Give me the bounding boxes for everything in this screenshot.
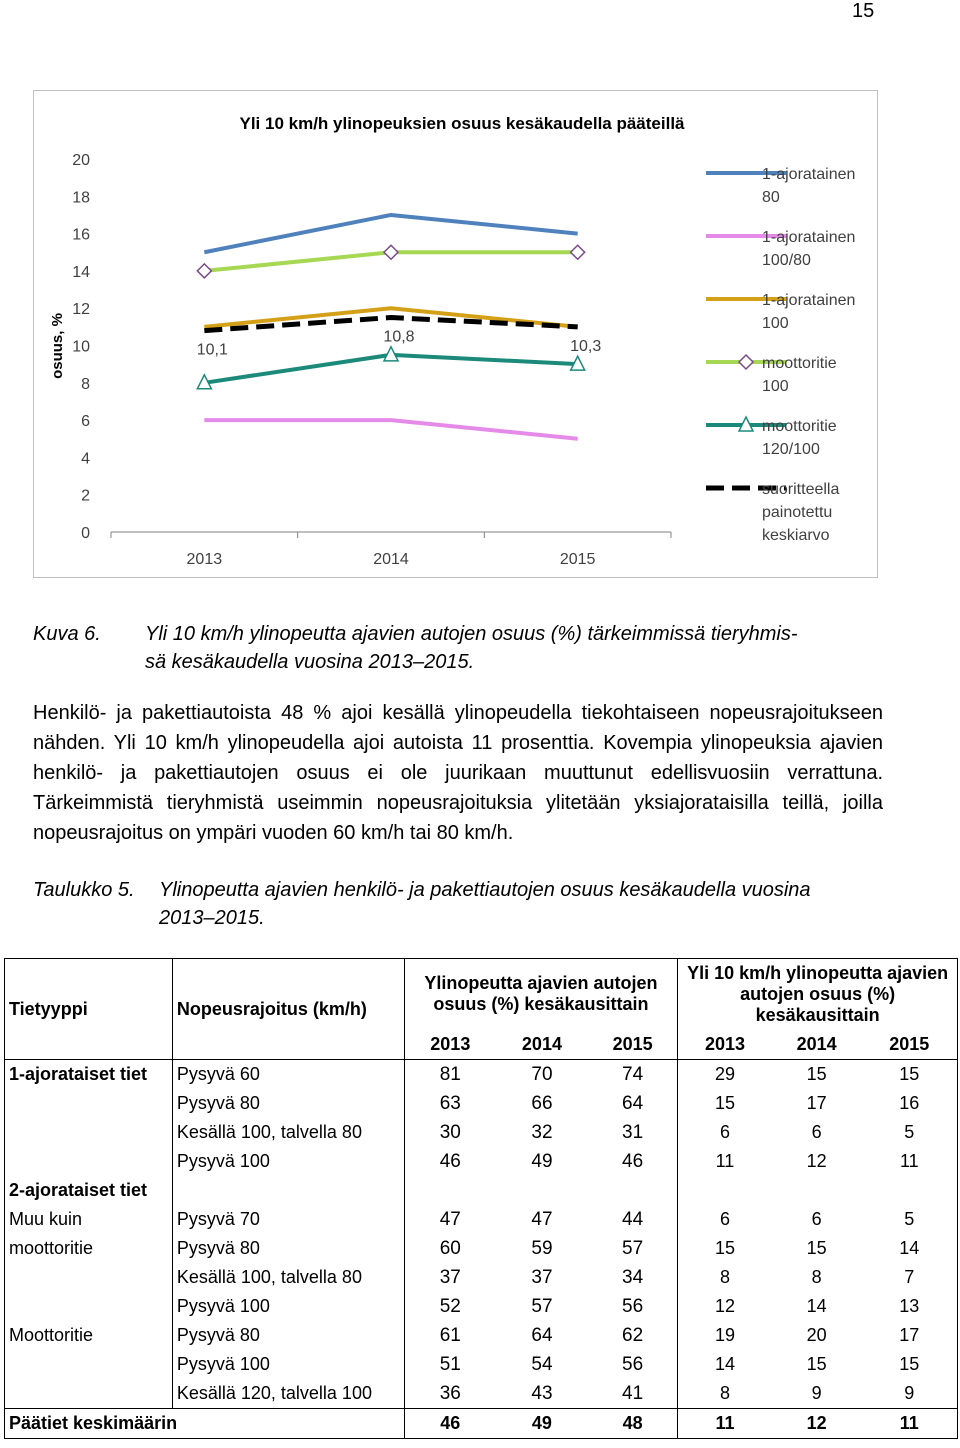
y-tick-label: 10 bbox=[72, 338, 90, 356]
y-tick-label: 12 bbox=[72, 301, 90, 319]
series-3-point bbox=[384, 245, 398, 259]
value-cell: 14 bbox=[806, 1296, 827, 1316]
speed-limit-cell: Pysyvä 80 bbox=[172, 1321, 404, 1350]
table-caption-line-2: 2013–2015. bbox=[159, 907, 265, 929]
value-cell bbox=[862, 1176, 958, 1205]
series-3-point bbox=[197, 264, 211, 278]
value-cell: 11 bbox=[678, 1409, 772, 1439]
value-cell: 15 bbox=[862, 1350, 958, 1379]
x-tick-label: 2013 bbox=[186, 551, 223, 568]
value-cell: 31 bbox=[622, 1121, 644, 1143]
value-cell: 20 bbox=[806, 1325, 827, 1345]
road-type-cell bbox=[5, 1147, 173, 1176]
value-cell: 15 bbox=[806, 1354, 827, 1374]
line-chart-panel bbox=[33, 90, 878, 578]
data-label: 10,1 bbox=[196, 341, 228, 359]
figure-caption-line-2: sä kesäkaudella vuosina 2013–2015. bbox=[145, 651, 475, 673]
value-cell: 9 bbox=[862, 1379, 958, 1409]
value-cell: 8 bbox=[678, 1263, 772, 1292]
value-cell: 14 bbox=[678, 1350, 772, 1379]
table-row bbox=[5, 1234, 958, 1263]
year-header: 2015 bbox=[862, 1030, 958, 1060]
value-cell bbox=[496, 1176, 588, 1205]
page-number: 15 bbox=[852, 0, 875, 22]
value-cell: 48 bbox=[588, 1409, 678, 1439]
value-cell: 49 bbox=[531, 1150, 553, 1172]
speed-limit-cell: Pysyvä 60 bbox=[172, 1060, 404, 1090]
value-cell: 52 bbox=[404, 1292, 496, 1321]
table-caption-line-1: Ylinopeutta ajavien henkilö- ja pakettiautojen osuus kesäkaudella vuosina bbox=[159, 879, 811, 901]
legend-label: 1-ajoratainen bbox=[762, 229, 856, 246]
y-tick-label: 18 bbox=[72, 189, 90, 207]
value-cell: 47 bbox=[531, 1208, 553, 1230]
header-group-share: Ylinopeutta ajavien autojen osuus (%) kesäkausittain bbox=[404, 959, 678, 1030]
table-row bbox=[5, 1089, 958, 1118]
value-cell: 34 bbox=[622, 1266, 644, 1288]
road-type-cell bbox=[5, 1350, 173, 1379]
table-total-row bbox=[5, 1409, 958, 1439]
data-label: 10,3 bbox=[570, 337, 602, 355]
legend-label: suoritteella bbox=[762, 481, 840, 498]
table-row bbox=[5, 1205, 958, 1234]
year-header: 2013 bbox=[404, 1030, 496, 1060]
value-cell: 6 bbox=[678, 1205, 772, 1234]
road-type-cell: Päätiet keskimäärin bbox=[5, 1409, 405, 1439]
value-cell: 6 bbox=[811, 1122, 822, 1142]
value-cell: 11 bbox=[678, 1147, 772, 1176]
y-tick-label: 16 bbox=[72, 226, 90, 244]
value-cell: 64 bbox=[622, 1092, 644, 1114]
speed-limit-cell: Kesällä 100, talvella 80 bbox=[172, 1263, 404, 1292]
value-cell: 66 bbox=[531, 1092, 553, 1114]
value-cell: 30 bbox=[404, 1118, 496, 1147]
road-type-cell bbox=[5, 1118, 173, 1147]
header-speed-limit: Nopeusrajoitus (km/h) bbox=[172, 959, 404, 1060]
value-cell: 8 bbox=[811, 1267, 822, 1287]
value-cell: 56 bbox=[622, 1353, 644, 1375]
speed-limit-cell: Pysyvä 100 bbox=[172, 1350, 404, 1379]
table-row bbox=[5, 1263, 958, 1292]
legend-label: keskiarvo bbox=[762, 527, 830, 544]
legend-label: painotettu bbox=[762, 504, 833, 521]
y-tick-label: 6 bbox=[81, 413, 90, 431]
value-cell bbox=[404, 1176, 496, 1205]
legend-label: 80 bbox=[762, 189, 780, 206]
value-cell: 5 bbox=[862, 1118, 958, 1147]
value-cell: 17 bbox=[862, 1321, 958, 1350]
value-cell: 43 bbox=[531, 1382, 553, 1404]
year-header: 2014 bbox=[496, 1030, 588, 1060]
x-tick-label: 2014 bbox=[373, 551, 409, 568]
value-cell: 6 bbox=[678, 1118, 772, 1147]
y-tick-label: 8 bbox=[81, 375, 90, 393]
value-cell: 9 bbox=[811, 1383, 822, 1403]
value-cell bbox=[678, 1176, 772, 1205]
legend-label: moottoritie bbox=[762, 355, 837, 372]
series-3-point bbox=[571, 245, 585, 259]
road-type-cell: moottoritie bbox=[5, 1234, 173, 1263]
speeding-table bbox=[4, 958, 958, 1439]
value-cell: 29 bbox=[678, 1060, 772, 1090]
speed-limit-cell: Pysyvä 100 bbox=[172, 1292, 404, 1321]
y-tick-label: 0 bbox=[81, 525, 90, 542]
table-body bbox=[5, 959, 958, 1439]
value-cell: 54 bbox=[531, 1353, 553, 1375]
road-type-cell: 2-ajorataiset tiet bbox=[5, 1176, 173, 1205]
value-cell: 51 bbox=[404, 1350, 496, 1379]
road-type-cell bbox=[5, 1379, 173, 1409]
value-cell: 81 bbox=[404, 1060, 496, 1090]
series-line-1 bbox=[204, 420, 577, 439]
value-cell: 16 bbox=[862, 1089, 958, 1118]
value-cell: 12 bbox=[678, 1292, 772, 1321]
table-row bbox=[5, 1379, 958, 1409]
value-cell bbox=[772, 1176, 862, 1205]
value-cell bbox=[588, 1176, 678, 1205]
figure-caption-line-1: Yli 10 km/h ylinopeutta ajavien autojen osuus (%) tärkeimmissä tieryhmis- bbox=[145, 623, 798, 645]
body-paragraph: Henkilö- ja pakettiautoista 48 % ajoi kesällä ylinopeudella tiekohtaiseen nopeusrajoitukseen nähden. Yli 10 km/h ylinopeudella ajoi autoista 11 prosenttia. Kovempia ylinopeuksia ajavien henkilö- ja pakettiautojen osuus ei ole juurikaan muuttunut edellisvuosiin verrattuna. Tärkeimmistä tieryhmistä useimmin nopeusrajoituksia ylitetään yksiajorataisilla teillä, joilla nopeusrajoitus on ympäri vuoden 60 km/h tai 80 km/h. bbox=[33, 702, 883, 844]
value-cell: 44 bbox=[622, 1208, 644, 1230]
table-row bbox=[5, 1350, 958, 1379]
legend-label: 1-ajoratainen bbox=[762, 166, 856, 183]
x-tick-label: 2015 bbox=[559, 551, 596, 568]
value-cell: 13 bbox=[862, 1292, 958, 1321]
line-chart bbox=[34, 91, 877, 577]
value-cell: 41 bbox=[622, 1382, 644, 1404]
value-cell: 17 bbox=[806, 1093, 827, 1113]
y-tick-label: 2 bbox=[81, 487, 90, 505]
value-cell: 7 bbox=[862, 1263, 958, 1292]
speed-limit-cell: Kesällä 100, talvella 80 bbox=[172, 1118, 404, 1147]
value-cell: 64 bbox=[531, 1324, 553, 1346]
value-cell: 70 bbox=[531, 1063, 553, 1085]
value-cell: 60 bbox=[404, 1234, 496, 1263]
value-cell: 12 bbox=[772, 1409, 862, 1439]
value-cell: 5 bbox=[862, 1205, 958, 1234]
road-type-cell: Moottoritie bbox=[5, 1321, 173, 1350]
legend-label: 100 bbox=[762, 315, 789, 332]
value-cell: 74 bbox=[622, 1063, 644, 1085]
value-cell: 36 bbox=[404, 1379, 496, 1409]
value-cell: 57 bbox=[531, 1295, 553, 1317]
speed-limit-cell: Pysyvä 100 bbox=[172, 1147, 404, 1176]
table-row bbox=[5, 1147, 958, 1176]
value-cell: 19 bbox=[678, 1321, 772, 1350]
legend-marker-3 bbox=[739, 355, 753, 369]
value-cell: 61 bbox=[404, 1321, 496, 1350]
value-cell: 46 bbox=[404, 1147, 496, 1176]
legend-label: 1-ajoratainen bbox=[762, 292, 856, 309]
value-cell: 15 bbox=[678, 1234, 772, 1263]
y-tick-label: 4 bbox=[81, 450, 90, 468]
speed-limit-cell: Kesällä 120, talvella 100 bbox=[172, 1379, 404, 1409]
figure-label: Kuva 6. bbox=[33, 623, 101, 645]
year-header: 2015 bbox=[588, 1030, 678, 1060]
value-cell: 6 bbox=[811, 1209, 822, 1229]
value-cell: 37 bbox=[531, 1266, 553, 1288]
value-cell: 59 bbox=[531, 1237, 553, 1259]
speed-limit-cell bbox=[172, 1176, 404, 1205]
value-cell: 15 bbox=[678, 1089, 772, 1118]
value-cell: 46 bbox=[404, 1409, 496, 1439]
value-cell: 8 bbox=[678, 1379, 772, 1409]
speed-limit-cell: Pysyvä 80 bbox=[172, 1089, 404, 1118]
value-cell: 12 bbox=[806, 1151, 827, 1171]
value-cell: 63 bbox=[404, 1089, 496, 1118]
y-tick-label: 14 bbox=[72, 263, 90, 281]
road-type-cell bbox=[5, 1263, 173, 1292]
y-axis-label: osuus, % bbox=[49, 313, 66, 379]
header-group-over10: Yli 10 km/h ylinopeutta ajavien autojen osuus (%) kesäkausittain bbox=[678, 959, 958, 1030]
road-type-cell: 1-ajorataiset tiet bbox=[5, 1060, 173, 1090]
year-header: 2013 bbox=[678, 1030, 772, 1060]
value-cell: 37 bbox=[404, 1263, 496, 1292]
year-header: 2014 bbox=[772, 1030, 862, 1060]
table-row bbox=[5, 1176, 958, 1205]
value-cell: 11 bbox=[862, 1147, 958, 1176]
value-cell: 32 bbox=[531, 1121, 553, 1143]
value-cell: 62 bbox=[622, 1324, 644, 1346]
legend-label: 100 bbox=[762, 378, 789, 395]
table-row bbox=[5, 1060, 958, 1090]
legend-label: 100/80 bbox=[762, 252, 811, 269]
value-cell: 49 bbox=[496, 1409, 588, 1439]
data-label: 10,8 bbox=[383, 328, 415, 346]
value-cell: 15 bbox=[806, 1238, 827, 1258]
value-cell: 56 bbox=[622, 1295, 644, 1317]
value-cell: 46 bbox=[622, 1150, 644, 1172]
value-cell: 11 bbox=[862, 1409, 958, 1439]
road-type-cell bbox=[5, 1292, 173, 1321]
table-label: Taulukko 5. bbox=[33, 879, 135, 901]
value-cell: 15 bbox=[862, 1060, 958, 1090]
header-road-type: Tietyyppi bbox=[5, 959, 173, 1060]
value-cell: 14 bbox=[862, 1234, 958, 1263]
road-type-cell bbox=[5, 1089, 173, 1118]
value-cell: 57 bbox=[622, 1237, 644, 1259]
table-row bbox=[5, 1292, 958, 1321]
y-tick-label: 20 bbox=[72, 152, 90, 169]
speed-limit-cell: Pysyvä 80 bbox=[172, 1234, 404, 1263]
chart-title: Yli 10 km/h ylinopeuksien osuus kesäkaudella pääteillä bbox=[239, 114, 685, 133]
road-type-cell: Muu kuin bbox=[5, 1205, 173, 1234]
legend-label: moottoritie bbox=[762, 418, 837, 435]
legend-label: 120/100 bbox=[762, 441, 820, 458]
speed-limit-cell: Pysyvä 70 bbox=[172, 1205, 404, 1234]
value-cell: 15 bbox=[806, 1064, 827, 1084]
table-row bbox=[5, 1321, 958, 1350]
table-row bbox=[5, 1118, 958, 1147]
value-cell: 47 bbox=[404, 1205, 496, 1234]
